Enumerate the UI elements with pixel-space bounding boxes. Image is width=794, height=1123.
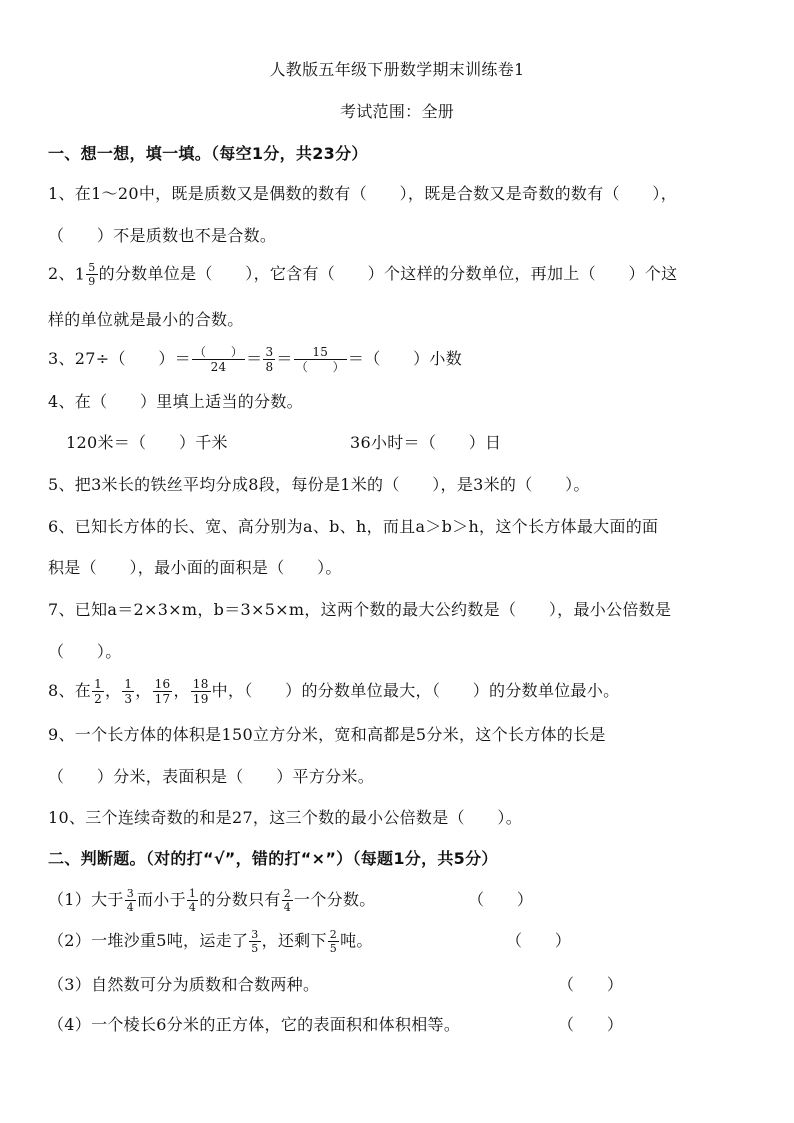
j2-fraction-2: $\frac{2}{5}$	[329, 928, 338, 955]
j4-answer-blank[interactable]: （ ）	[558, 1015, 624, 1034]
q3-line	[48, 346, 462, 373]
q8-fraction-1: $\frac{1}{2}$	[94, 677, 103, 706]
j2-fraction-1: $\frac{3}{5}$	[251, 928, 259, 955]
q3-eq2: ＝	[276, 349, 293, 368]
j1-text-a: （1）大于	[48, 890, 124, 909]
q10-line: 10、三个连续奇数的和是27，这三个数的最小公倍数是（ ）。	[48, 808, 523, 827]
j1-line	[48, 888, 376, 913]
q3-tail: ＝（ ）小数	[347, 349, 463, 368]
exam-title: 人教版五年级下册数学期末训练卷1	[269, 60, 525, 79]
j2-text-c: 吨。	[340, 931, 373, 950]
j4-line: （4）一个棱长6分米的正方体，它的表面积和体积相等。	[48, 1015, 461, 1034]
q3-eq1: ＝	[246, 349, 263, 368]
q8-fraction-3: $\frac{16}{17}$	[154, 677, 171, 706]
q7-line1: 7、已知a＝2×3×m，b＝3×5×m，这两个数的最大公约数是（ ），最小公倍数是	[48, 600, 672, 619]
j3-line: （3）自然数可分为质数和合数两种。	[48, 975, 320, 994]
j1-fraction-3: $\frac{2}{4}$	[283, 887, 292, 914]
section2-heading: 二、判断题。（对的打“√”，错的打“×”）（每题1分，共5分）	[48, 849, 498, 868]
q8-line	[48, 678, 619, 705]
q9-line2: （ ）分米，表面积是（ ）平方分米。	[48, 767, 375, 786]
j2-text-a: （2）一堆沙重5吨，运走了	[48, 931, 249, 950]
q2-prefix: 2、	[48, 264, 75, 283]
j1-text-c: 的分数只有	[199, 890, 281, 909]
j2-line	[48, 929, 373, 954]
j1-fraction-2: $\frac{1}{4}$	[188, 887, 197, 914]
q6-line1: 6、已知长方体的长、宽、高分别为a、b、h，而且a＞b＞h，这个长方体最大面的面	[48, 517, 659, 536]
section1-heading: 一、想一想，填一填。（每空1分，共23分）	[48, 144, 368, 163]
q8-sep-1: ，	[105, 681, 122, 700]
exam-scope: 考试范围：全册	[339, 102, 455, 121]
q4-part-b: 36小时＝（ ）日	[350, 433, 502, 452]
q2-mixed-whole: 1	[74, 264, 86, 284]
j2-answer-blank[interactable]: （ ）	[506, 931, 572, 950]
q4-part-a: 120米＝（ ）千米	[66, 433, 228, 452]
q8-suffix: 中，（ ）的分数单位最大，（ ）的分数单位最小。	[211, 681, 620, 700]
q3-fraction-3: $\frac{15}{( )}$	[295, 345, 345, 374]
j2-text-b: ，还剩下	[261, 931, 327, 950]
q2-line2: 样的单位就是最小的合数。	[48, 310, 244, 329]
q5-line: 5、把3米长的铁丝平均分成8段，每份是1米的（ ），是3米的（ ）。	[48, 475, 590, 494]
q3-start: 3、27÷（ ）＝	[48, 349, 191, 368]
j1-fraction-1: $\frac{3}{4}$	[126, 887, 134, 914]
q4-line1: 4、在（ ）里填上适当的分数。	[48, 392, 303, 411]
q1-line2: （ ）不是质数也不是合数。	[48, 226, 277, 245]
j1-answer-blank[interactable]: （ ）	[468, 890, 534, 909]
q1-line1: 1、在1～20中，既是质数又是偶数的数有（ ），既是合数又是奇数的数有（ ），	[48, 184, 678, 203]
q8-fraction-4: $\frac{18}{19}$	[192, 677, 209, 706]
q8-sep-2: ，	[135, 681, 152, 700]
q8-sep-3: ，	[173, 681, 190, 700]
q9-line1: 9、一个长方体的体积是150立方分米，宽和高都是5分米，这个长方体的长是	[48, 725, 606, 744]
q6-line2: 积是（ ），最小面的面积是（ ）。	[48, 558, 342, 577]
q3-fraction-1: $\frac{( )}{24}$	[193, 345, 244, 374]
q2-line1	[48, 262, 677, 287]
j1-text-b: 而小于	[137, 890, 186, 909]
q8-prefix: 8、在	[48, 681, 92, 700]
j3-answer-blank[interactable]: （ ）	[558, 975, 624, 994]
q3-fraction-2: $\frac{3}{8}$	[265, 345, 274, 374]
j1-text-d: 一个分数。	[294, 890, 376, 909]
q8-fraction-2: $\frac{1}{3}$	[124, 677, 133, 706]
q2-fraction: $\frac{5}{9}$	[88, 261, 96, 288]
q7-line2: （ ）。	[48, 642, 122, 661]
q2-suffix: 的分数单位是（ ），它含有（ ）个这样的分数单位，再加上（ ）个这	[98, 264, 678, 283]
